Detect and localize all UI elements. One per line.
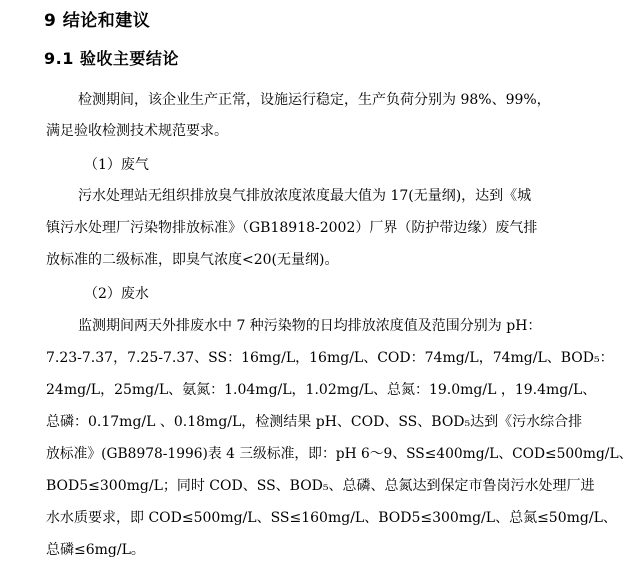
water-line-4: 总磷：0.17mg/L 、0.18mg/L，检测结果 pH、COD、SS、BOD₅达到《污水综合排 xyxy=(46,414,583,430)
section-heading: 9 结论和建议 xyxy=(44,11,151,31)
water-line-7: 水水质要求，即 COD≤500mg/L、SS≤160mg/L、BOD5≤300mg/L、总氮≤50mg/L、 xyxy=(46,510,617,526)
water-line-8: 总磷≤6mg/L。 xyxy=(46,542,145,558)
gas-line-1: 污水处理站无组织排放臭气排放浓度浓度最大值为 17(无量纲)，达到《城 xyxy=(78,188,532,204)
water-line-6: BOD5≤300mg/L；同时 COD、SS、BOD₅、总磷、总氮达到保定市鲁岗污水处理厂进 xyxy=(46,478,595,494)
water-subheading: （2）废水 xyxy=(84,286,149,302)
gas-subheading: （1）废气 xyxy=(84,157,149,173)
subsection-heading: 9.1 验收主要结论 xyxy=(44,49,179,68)
gas-line-2: 镇污水处理厂污染物排放标准》（GB18918-2002）厂界（防护带边缘）废气排 xyxy=(46,220,538,236)
para1-line-1: 检测期间，该企业生产正常，设施运行稳定，生产负荷分别为 98%、99%， xyxy=(78,92,551,108)
water-line-1: 监测期间两天外排废水中 7 种污染物的日均排放浓度值及范围分别为 pH： xyxy=(78,318,542,334)
gas-line-3: 放标准的二级标准，即臭气浓度<20(无量纲)。 xyxy=(46,252,339,268)
water-line-5: 放标准》(GB8978-1996)表 4 三级标准，即：pH 6～9、SS≤400mg/L、COD≤500mg/L、 xyxy=(46,446,633,462)
water-line-3: 24mg/L，25mg/L、氨氮：1.04mg/L，1.02mg/L、总氮：19.0mg/L ，19.4mg/L、 xyxy=(46,382,597,398)
para1-line-2: 满足验收检测技术规范要求。 xyxy=(46,123,228,139)
water-line-2: 7.23-7.37，7.25-7.37、SS：16mg/L，16mg/L、COD：74mg/L，74mg/L、BOD₅： xyxy=(46,350,614,366)
